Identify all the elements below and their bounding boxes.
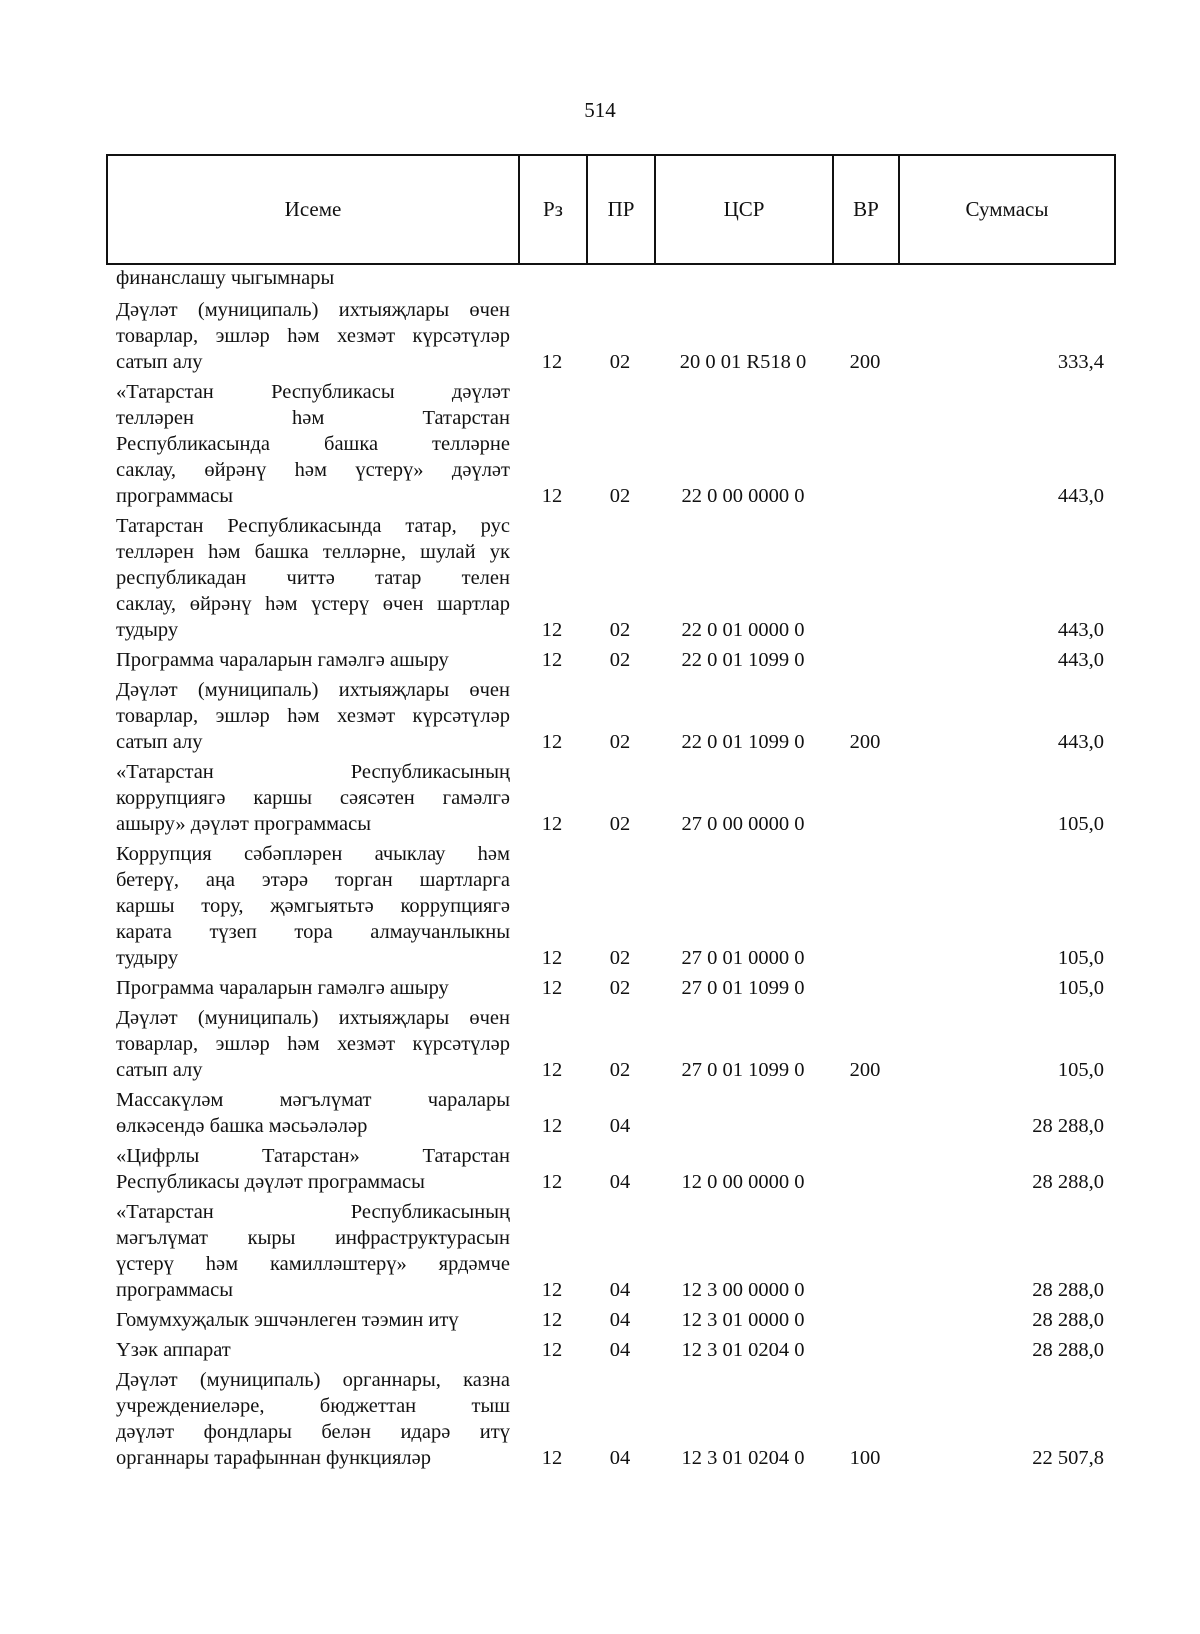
row-csr: 27 0 00 0000 0: [681, 813, 805, 835]
row-pr: 02: [609, 813, 631, 835]
row-sum: 28 288,0: [1032, 1339, 1104, 1361]
row-csr: 27 0 01 0000 0: [681, 947, 805, 969]
row-name-line: сатып алу: [116, 351, 203, 373]
row-name-line: телләрен һәм башка телләрне, шулай ук: [116, 541, 510, 563]
row-name-line: Республикасы дәүләт программасы: [116, 1171, 425, 1193]
row-csr: 12 3 01 0000 0: [681, 1309, 805, 1331]
row-name-line: «Цифрлы Татарстан» Татарстан: [116, 1145, 510, 1167]
row-name-line: телләрен һәм Татарстан: [116, 407, 510, 429]
table-row: [106, 1087, 1114, 1139]
table-row: [106, 647, 1114, 673]
row-name-line: товарлар, эшләр һәм хезмәт күрсәтүләр: [116, 705, 510, 727]
row-sum: 28 288,0: [1032, 1171, 1104, 1193]
row-name-line: «Татарстан Республикасының: [116, 761, 510, 783]
row-name-line: Дәүләт (муниципаль) ихтыяҗлары өчен: [116, 1007, 510, 1029]
row-pr: 02: [609, 485, 631, 507]
row-name-line: «Татарстан Республикасы дәүләт: [116, 381, 510, 403]
row-name-line: учреждениеләре, бюджеттан тыш: [116, 1395, 510, 1417]
row-csr: 12 0 00 0000 0: [681, 1171, 805, 1193]
row-pr: 02: [609, 947, 631, 969]
row-name-line: Гомумхуҗалык эшчәнлеген тәэмин итү: [116, 1309, 459, 1331]
row-name-line: программасы: [116, 1279, 234, 1301]
row-name-line: өлкәсендә башка мәсьәләләр: [116, 1115, 368, 1137]
row-name: [106, 297, 518, 375]
row-rz: 12: [541, 649, 563, 671]
table-row: [106, 1005, 1114, 1083]
row-name-line: Коррупция сәбәпләрен ачыклау һәм: [116, 843, 510, 865]
row-name-line: товарлар, эшләр һәм хезмәт күрсәтүләр: [116, 325, 510, 347]
row-name-line: тудыру: [116, 947, 179, 969]
row-vr: 200: [849, 1059, 881, 1081]
table-row: [106, 1143, 1114, 1195]
row-name-line: тудыру: [116, 619, 179, 641]
row-pr: 02: [609, 649, 631, 671]
table-row: [106, 759, 1114, 837]
row-name: [106, 379, 518, 509]
row-sum: 443,0: [1057, 485, 1104, 507]
row-csr: 12 3 00 0000 0: [681, 1279, 805, 1301]
row-name-line: республикадан читтә татар телен: [116, 567, 510, 589]
row-sum: 443,0: [1057, 731, 1104, 753]
row-name-line: «Татарстан Республикасының: [116, 1201, 510, 1223]
row-sum: 28 288,0: [1032, 1279, 1104, 1301]
row-sum: 105,0: [1057, 977, 1104, 999]
header-rz: Рз: [519, 155, 587, 264]
row-name-line: саклау, өйрәнү һәм үстерү өчен шартлар: [116, 593, 510, 615]
row-name-line: Дәүләт (муниципаль) ихтыяҗлары өчен: [116, 299, 510, 321]
row-name: [106, 1143, 518, 1195]
row-name-line: товарлар, эшләр һәм хезмәт күрсәтүләр: [116, 1033, 510, 1055]
table-row: [106, 1337, 1114, 1363]
row-sum: 105,0: [1057, 947, 1104, 969]
row-pr: 04: [609, 1115, 631, 1137]
header-pr: ПР: [587, 155, 655, 264]
table-row: [106, 297, 1114, 375]
row-sum: 22 507,8: [1032, 1447, 1104, 1469]
row-pr: 04: [609, 1279, 631, 1301]
row-name: [106, 513, 518, 643]
row-name: [106, 1307, 518, 1333]
row-sum: 105,0: [1057, 1059, 1104, 1081]
row-name-line: Программа чараларын гамәлгә ашыру: [116, 649, 449, 671]
table-row: [106, 975, 1114, 1001]
table-row: [106, 841, 1114, 971]
row-pr: 02: [609, 1059, 631, 1081]
table-row: [106, 379, 1114, 509]
row-csr: 12 3 01 0204 0: [681, 1447, 805, 1469]
row-csr: 22 0 01 1099 0: [681, 649, 805, 671]
row-name-line: Дәүләт (муниципаль) ихтыяҗлары өчен: [116, 679, 510, 701]
row-name-line: сатып алу: [116, 731, 203, 753]
row-pr: 04: [609, 1339, 631, 1361]
row-csr: 27 0 01 1099 0: [681, 1059, 805, 1081]
row-name: [106, 975, 518, 1001]
header-csr: ЦСР: [655, 155, 833, 264]
row-sum: 105,0: [1057, 813, 1104, 835]
row-rz: 12: [541, 485, 563, 507]
table-row: [106, 265, 1114, 291]
row-name: [106, 841, 518, 971]
row-vr: 200: [849, 351, 881, 373]
row-name: [106, 265, 518, 291]
row-name: [106, 1199, 518, 1303]
row-rz: 12: [541, 351, 563, 373]
row-csr: 22 0 01 0000 0: [681, 619, 805, 641]
row-pr: 02: [609, 351, 631, 373]
row-name-line: дәүләт фондлары белән идарә итү: [116, 1421, 510, 1443]
table-row: [106, 1307, 1114, 1333]
row-csr: 12 3 01 0204 0: [681, 1339, 805, 1361]
row-rz: 12: [541, 977, 563, 999]
row-csr: 22 0 01 1099 0: [681, 731, 805, 753]
table-row: [106, 513, 1114, 643]
row-rz: 12: [541, 1279, 563, 1301]
row-rz: 12: [541, 1447, 563, 1469]
row-rz: 12: [541, 813, 563, 835]
row-name-line: мәгълүмат кыры инфраструктурасын: [116, 1227, 510, 1249]
row-pr: 04: [609, 1309, 631, 1331]
table-row: [106, 1199, 1114, 1303]
row-vr: 200: [849, 731, 881, 753]
row-name-line: программасы: [116, 485, 234, 507]
row-name-line: ашыру» дәүләт программасы: [116, 813, 371, 835]
table-row: [106, 677, 1114, 755]
row-name-line: органнары тарафыннан функцияләр: [116, 1447, 431, 1469]
header-sum: Суммасы: [899, 155, 1115, 264]
row-rz: 12: [541, 731, 563, 753]
row-vr: 100: [849, 1447, 881, 1469]
row-rz: 12: [541, 947, 563, 969]
row-rz: 12: [541, 1309, 563, 1331]
row-name: [106, 647, 518, 673]
row-name-line: Массакүләм мәгълүмат чаралары: [116, 1089, 510, 1111]
row-name: [106, 1005, 518, 1083]
row-name-line: Программа чараларын гамәлгә ашыру: [116, 977, 449, 999]
row-name-line: каршы тору, җәмгыятьтә коррупциягә: [116, 895, 510, 917]
row-rz: 12: [541, 1339, 563, 1361]
row-name-line: саклау, өйрәнү һәм үстерү» дәүләт: [116, 459, 510, 481]
table-body: [106, 265, 1114, 1475]
table-row: [106, 1367, 1114, 1471]
row-name: [106, 677, 518, 755]
row-pr: 04: [609, 1171, 631, 1193]
row-pr: 02: [609, 731, 631, 753]
row-name-line: үстерү һәм камилләштерү» ярдәмче: [116, 1253, 510, 1275]
row-name-line: Үзәк аппарат: [116, 1339, 231, 1361]
row-name-line: Республикасында башка телләрне: [116, 433, 510, 455]
row-csr: 20 0 01 R518 0: [679, 351, 807, 373]
page-number: 514: [584, 98, 616, 122]
row-sum: 28 288,0: [1032, 1115, 1104, 1137]
row-pr: 02: [609, 619, 631, 641]
row-csr: 27 0 01 1099 0: [681, 977, 805, 999]
row-rz: 12: [541, 1059, 563, 1081]
row-sum: 443,0: [1057, 649, 1104, 671]
row-csr: 22 0 00 0000 0: [681, 485, 805, 507]
row-name-line: коррупциягә каршы сәясәтен гамәлгә: [116, 787, 510, 809]
row-name: [106, 1087, 518, 1139]
row-name-line: карата түзеп тора алмаучанлыкны: [116, 921, 510, 943]
row-name: [106, 759, 518, 837]
row-name-line: сатып алу: [116, 1059, 203, 1081]
row-name-line: Татарстан Республикасында татар, рус: [116, 515, 510, 537]
row-name-line: бетерү, аңа этәрә торган шартларга: [116, 869, 510, 891]
row-sum: 443,0: [1057, 619, 1104, 641]
row-rz: 12: [541, 619, 563, 641]
row-rz: 12: [541, 1115, 563, 1137]
row-name-line: финанслашу чыгымнары: [116, 267, 335, 289]
row-name: [106, 1367, 518, 1471]
row-pr: 04: [609, 1447, 631, 1469]
row-pr: 02: [609, 977, 631, 999]
row-name: [106, 1337, 518, 1363]
table-header: [106, 154, 1116, 265]
header-name: Исеме: [107, 155, 519, 264]
row-name-line: Дәүләт (муниципаль) органнары, казна: [116, 1369, 510, 1391]
row-sum: 28 288,0: [1032, 1309, 1104, 1331]
row-sum: 333,4: [1057, 351, 1104, 373]
header-vr: ВР: [833, 155, 899, 264]
row-rz: 12: [541, 1171, 563, 1193]
